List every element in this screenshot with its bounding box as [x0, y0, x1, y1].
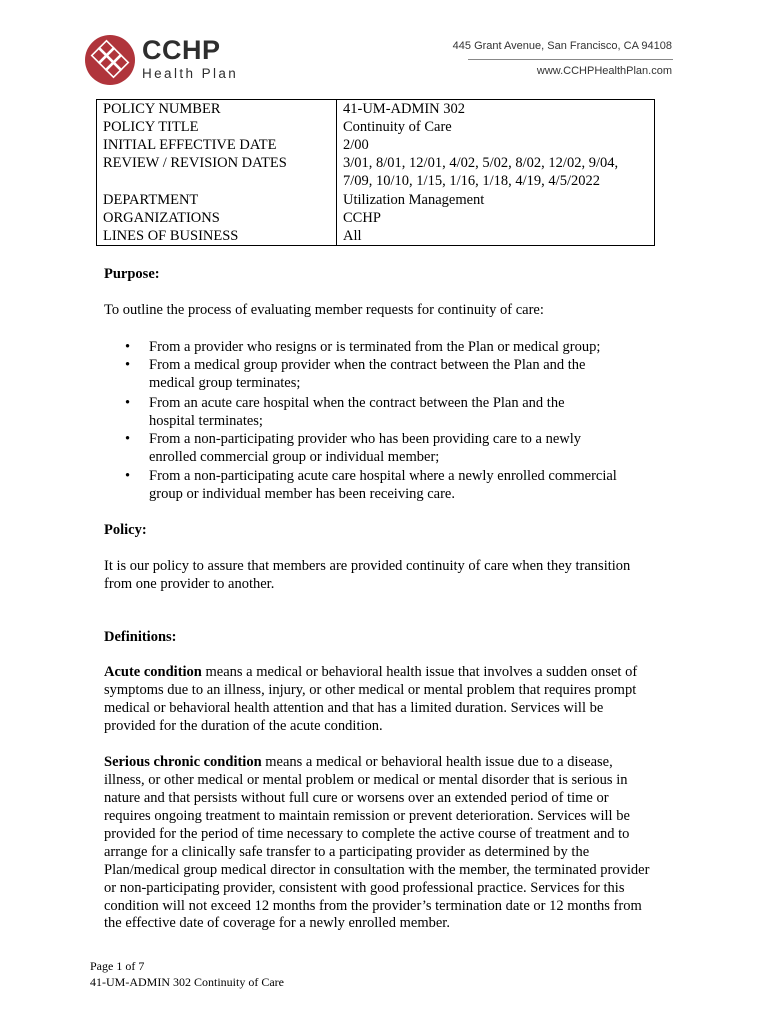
value-lines-of-business: All: [343, 228, 362, 244]
label-review-dates: REVIEW / REVISION DATES: [103, 155, 287, 171]
purpose-bullet-3-line2: hospital terminates;: [149, 413, 263, 429]
chronic-text: means a medical or behavioral health issue due to a disease,: [261, 754, 613, 770]
policy-info-table: [96, 99, 655, 246]
header-divider: [468, 59, 673, 60]
label-department: DEPARTMENT: [103, 192, 199, 208]
chronic-definition-line-3: nature and that persists without full cure or worsens over an extended period of time or: [104, 790, 609, 806]
table-column-divider: [336, 100, 337, 245]
chronic-definition-line-5: provided for the period of time necessary to complete the active course of treatment and to: [104, 826, 630, 842]
value-initial-effective-date: 2/00: [343, 137, 369, 153]
chronic-definition-line-6: arrange for a clinically safe transfer to a participating provider as determined by the: [104, 844, 590, 860]
header-website: www.CCHPHealthPlan.com: [536, 65, 672, 77]
chronic-definition-line-2: illness, or other medical or mental problem or medical or mental disorder that is serious in: [104, 772, 628, 788]
label-policy-number: POLICY NUMBER: [103, 101, 221, 117]
label-organizations: ORGANIZATIONS: [103, 210, 220, 226]
policy-line-1: It is our policy to assure that members are provided continuity of care when they transition: [104, 558, 631, 574]
footer-page-number: Page 1 of 7: [90, 959, 145, 973]
purpose-bullet-5-line2: group or individual member has been receiving care.: [149, 486, 455, 502]
bullet-marker: •: [125, 395, 131, 411]
purpose-intro: To outline the process of evaluating member requests for continuity of care:: [104, 302, 544, 318]
policy-line-2: from one provider to another.: [104, 576, 275, 592]
label-lines-of-business: LINES OF BUSINESS: [103, 228, 239, 244]
purpose-bullet-4-line2: enrolled commercial group or individual member;: [149, 449, 440, 465]
purpose-bullet-5-line1: From a non-participating acute care hospital where a newly enrolled commercial: [149, 468, 617, 484]
brand-name: CCHP: [142, 35, 221, 65]
cchp-logo-icon: [84, 34, 136, 86]
policy-heading: Policy:: [104, 522, 147, 538]
chronic-definition-line-9: condition will not exceed 12 months from the provider’s termination date or 12 months from: [104, 898, 642, 914]
chronic-definition-line-1: [104, 753, 613, 771]
chronic-definition-line-10: the effective date of coverage for a newly enrolled member.: [104, 915, 450, 931]
footer-document-title: 41-UM-ADMIN 302 Continuity of Care: [90, 975, 284, 989]
chronic-definition-line-7: Plan/medical group medical director in consultation with the member, the terminated provider: [104, 862, 650, 878]
value-organizations: CCHP: [343, 210, 381, 226]
label-policy-title: POLICY TITLE: [103, 119, 199, 135]
purpose-bullet-2-line1: From a medical group provider when the contract between the Plan and the: [149, 357, 586, 373]
chronic-definition-line-4: requires ongoing treatment to maintain remission or prevent deterioration. Services will be: [104, 808, 630, 824]
bullet-marker: •: [125, 431, 131, 447]
value-department: Utilization Management: [343, 192, 485, 208]
header-address: 445 Grant Avenue, San Francisco, CA 94108: [452, 40, 672, 52]
brand-subtitle: Health Plan: [142, 66, 239, 81]
definitions-heading: Definitions:: [104, 629, 177, 645]
acute-definition-line-2: symptoms due to an illness, injury, or other medical or mental problem that requires prompt: [104, 682, 637, 698]
acute-definition-line-1: [104, 663, 637, 681]
bullet-marker: •: [125, 357, 131, 373]
purpose-bullet-2-line2: medical group terminates;: [149, 375, 301, 391]
acute-term: Acute condition: [104, 664, 202, 680]
acute-definition-line-3: medical or behavioral health attention and that has a limited duration. Services will be: [104, 700, 604, 716]
chronic-term: Serious chronic condition: [104, 754, 262, 770]
acute-text: means a medical or behavioral health issue that involves a sudden onset of: [201, 664, 638, 680]
acute-definition-line-4: provided for the duration of the acute condition.: [104, 718, 383, 734]
label-initial-effective-date: INITIAL EFFECTIVE DATE: [103, 137, 277, 153]
bullet-marker: •: [125, 339, 131, 355]
purpose-bullet-1-line1: From a provider who resigns or is terminated from the Plan or medical group;: [149, 339, 601, 355]
purpose-bullet-4-line1: From a non-participating provider who has been providing care to a newly: [149, 431, 582, 447]
logo-wordmark: [142, 36, 238, 81]
value-review-dates-line1: 3/01, 8/01, 12/01, 4/02, 5/02, 8/02, 12/02, 9/04,: [343, 155, 619, 171]
purpose-bullet-3-line1: From an acute care hospital when the contract between the Plan and the: [149, 395, 565, 411]
chronic-definition-line-8: or non-participating provider, consistent with good professional practice. Services for this: [104, 880, 625, 896]
value-review-dates-line2: 7/09, 10/10, 1/15, 1/16, 1/18, 4/19, 4/5/2022: [343, 173, 600, 189]
purpose-heading: Purpose:: [104, 266, 160, 282]
bullet-marker: •: [125, 468, 131, 484]
value-policy-title: Continuity of Care: [343, 119, 452, 135]
value-policy-number: 41-UM-ADMIN 302: [343, 101, 466, 117]
